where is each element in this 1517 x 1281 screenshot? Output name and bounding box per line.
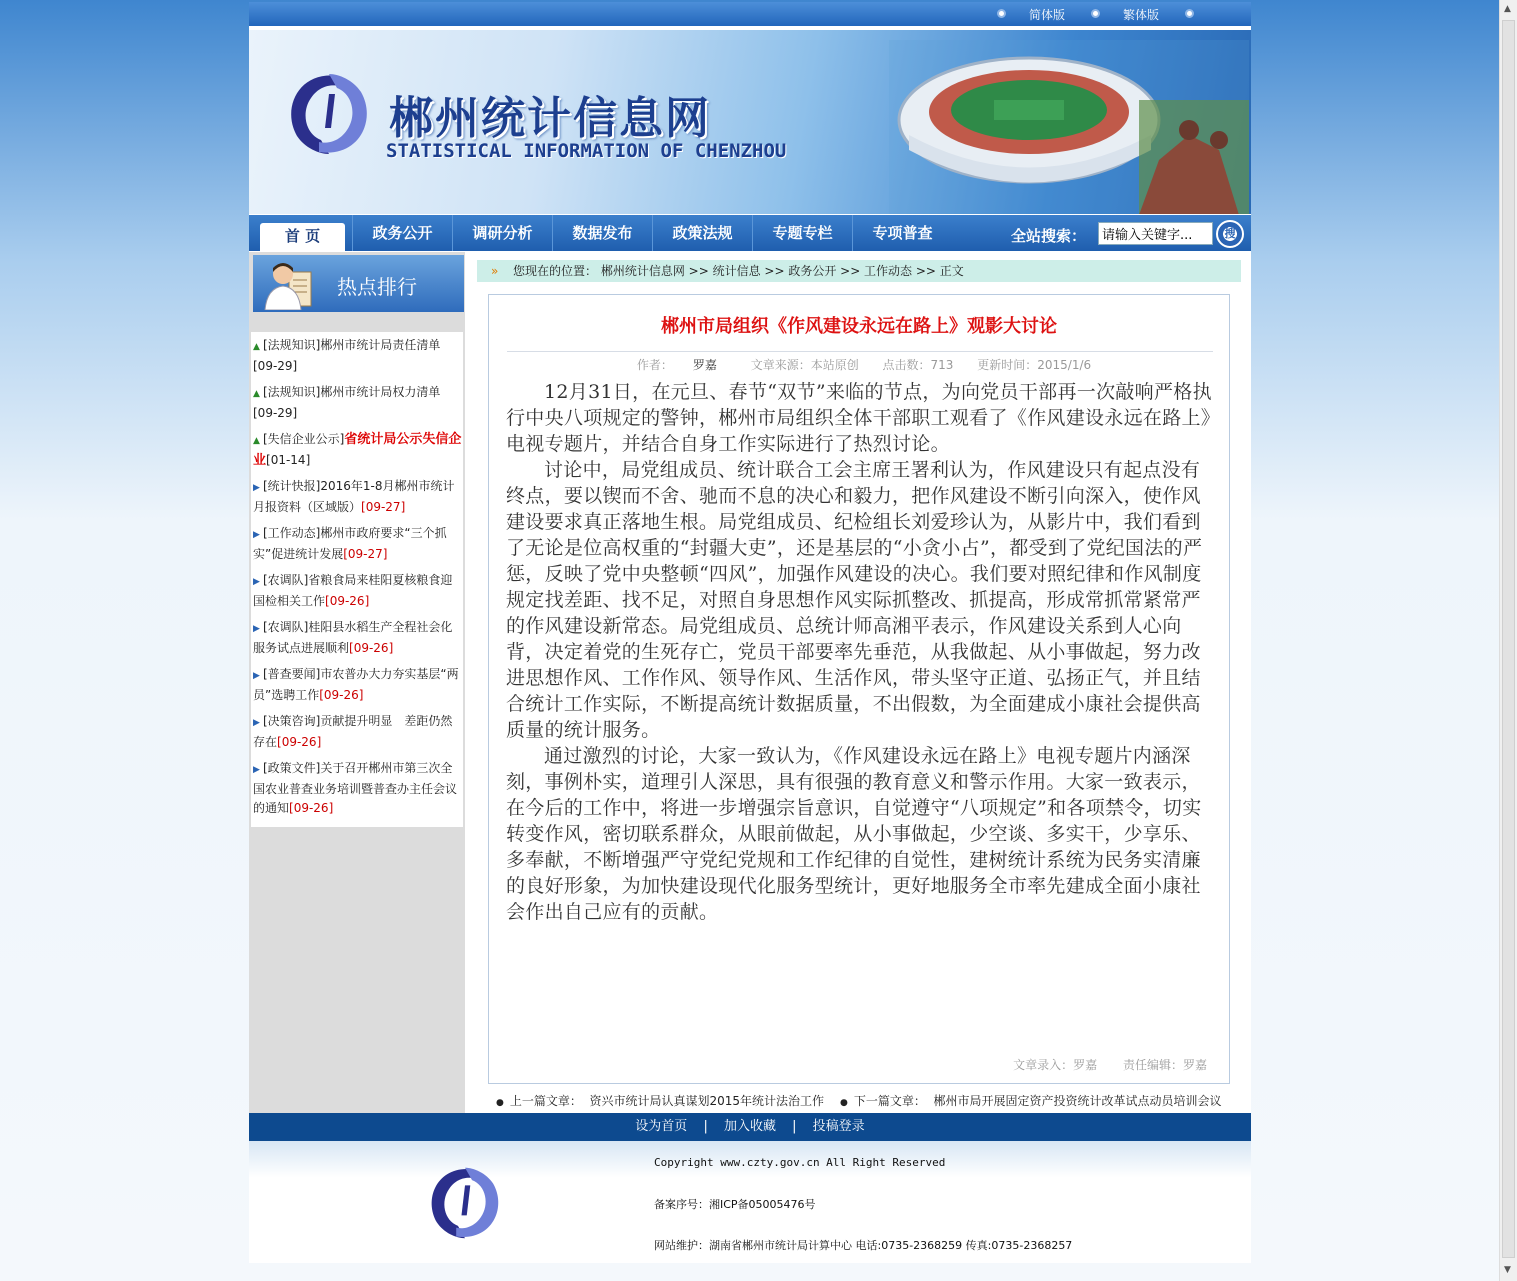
scrollbar-thumb[interactable] bbox=[1502, 20, 1515, 1258]
paragraph: 讨论中，局党组成员、统计联合工会主席王署利认为，作风建设只有起点没有终点，要以锲而不舍、驰而不息的决心和毅力，把作风建设不断引向深入，使作风建设要求真正落地生根。局党组成员、纪检组长刘爱珍认为，从影片中，我们看到了无论是位高权重的“封疆大吏”，还是基层的“小贪小占”，都受到了党纪国法的严惩，反映了党中央整顿“四风”，加强作风建设的决心。我们要对照纪律和作风制度规定找差距、找不足，对照自身思想作风实际抓整改、抓提高，形成常抓常紧常严的作风建设新常态。局党组成员、总统计师高湘平表示，作风建设关系到人心向背，决定着党的生死存亡，党员干部要率先垂范，从我做起、从小事做起，努力改进思想作风、工作作风、领导作风、生活作风，带头坚守正道、弘扬正气，并且结合统计工作实际，不断提高统计数据质量，不出假数，为全面建成小康社会提供高质量的统计服务。 bbox=[506, 459, 1203, 741]
bullet-icon bbox=[1091, 9, 1100, 18]
click-count: 点击数：713 bbox=[882, 358, 954, 372]
triangle-right-icon: ▶ bbox=[253, 671, 260, 681]
bullet-icon bbox=[997, 9, 1006, 18]
update-time: 更新时间：2015/1/6 bbox=[977, 358, 1092, 372]
article-source: 文章来源：本站原创 bbox=[750, 358, 859, 372]
list-item[interactable]: ▲ [法规知识]郴州市统计局权力清单 [09-29] bbox=[253, 385, 441, 420]
traditional-link[interactable]: 繁体版 bbox=[1123, 8, 1160, 22]
article bbox=[488, 294, 1230, 1084]
maintainer-info: 网站维护：湖南省郴州市统计局计算中心 电话:0735-2368259 传真:0735-2368257 bbox=[654, 1239, 1073, 1252]
footer bbox=[249, 1141, 1251, 1263]
simplified-link[interactable]: 简体版 bbox=[1029, 8, 1066, 22]
next-article: ● 下一篇文章： 郴州市局开展固定资产投资统计改革试点动员培训会议 bbox=[840, 1094, 1222, 1108]
triangle-right-icon: ▶ bbox=[253, 577, 260, 587]
list-item[interactable]: ▶ [政策文件]关于召开郴州市第三次全国农业普查业务培训暨普查办主任会议的通知[09-26] bbox=[253, 761, 458, 815]
main-nav bbox=[249, 215, 1251, 251]
arrow-up-icon: ▲ bbox=[253, 436, 260, 446]
double-arrow-icon: » bbox=[491, 264, 499, 278]
article-title: 郴州市局组织《作风建设永远在路上》观影大讨论 bbox=[661, 316, 1057, 337]
arrow-up-icon: ▲ bbox=[253, 389, 260, 399]
site-banner bbox=[249, 30, 1251, 214]
list-item[interactable]: ▶ [农调队]桂阳县水稻生产全程社会化服务试点进展顺利[09-26] bbox=[253, 620, 453, 655]
entry-by: 文章录入：罗嘉 bbox=[1013, 1058, 1098, 1072]
article-meta: 作者： 罗嘉 文章来源：本站原创 点击数：713 更新时间：2015/1/6 bbox=[636, 358, 1092, 372]
search-input[interactable] bbox=[1098, 222, 1213, 245]
scroll-down-icon[interactable]: ▼ bbox=[1504, 1265, 1511, 1275]
top-bar bbox=[249, 2, 1251, 26]
breadcrumb-path[interactable]: 郴州统计信息网 >> 统计信息 >> 政务公开 >> 工作动态 >> 正文 bbox=[600, 264, 964, 278]
hot-ranking-header bbox=[253, 255, 464, 312]
site-title-cn: 郴州统计信息网 bbox=[389, 93, 711, 144]
nav-data-release[interactable]: 数据发布 bbox=[552, 215, 652, 251]
nav-home[interactable]: 首 页 bbox=[260, 223, 345, 251]
triangle-right-icon: ▶ bbox=[253, 530, 260, 540]
triangle-right-icon: ▶ bbox=[253, 765, 260, 775]
nav-government-affairs[interactable]: 政务公开 bbox=[352, 215, 452, 251]
arrow-up-icon: ▲ bbox=[253, 342, 260, 352]
footer-nav bbox=[249, 1113, 1251, 1141]
triangle-right-icon: ▶ bbox=[253, 624, 260, 634]
submit-login-link[interactable]: 投稿登录 bbox=[812, 1119, 865, 1134]
list-item[interactable]: ▶ [统计快报]2016年1-8月郴州市统计月报资料（区域版）[09-27] bbox=[253, 479, 455, 514]
nav-research-analysis[interactable]: 调研分析 bbox=[452, 215, 552, 251]
hot-list bbox=[251, 332, 463, 827]
divider: | bbox=[792, 1119, 797, 1134]
person-icon bbox=[259, 258, 321, 310]
list-item[interactable]: ▶ [农调队]省粮食局来桂阳夏核粮食迎国检相关工作[09-26] bbox=[253, 573, 453, 608]
article-body bbox=[506, 379, 1212, 925]
prev-article: ● 上一篇文章： 资兴市统计局认真谋划2015年统计法治工作 bbox=[496, 1094, 825, 1108]
set-homepage-link[interactable]: 设为首页 bbox=[635, 1119, 688, 1134]
editor: 责任编辑：罗嘉 bbox=[1122, 1058, 1207, 1072]
list-item[interactable]: ▶ [工作动态]郴州市政府要求“三个抓实”促进统计发展[09-27] bbox=[253, 526, 447, 561]
search-label: 全站搜索： bbox=[1011, 227, 1087, 245]
list-item[interactable]: ▲ [失信企业公示]省统计局公示失信企业[01-14] bbox=[253, 432, 462, 468]
nav-special-topics[interactable]: 专题专栏 bbox=[752, 215, 852, 251]
prev-article-link[interactable]: 资兴市统计局认真谋划2015年统计法治工作 bbox=[589, 1094, 825, 1108]
site-title-en: STATISTICAL INFORMATION OF CHENZHOU bbox=[386, 140, 787, 162]
article-footer bbox=[991, 1056, 1207, 1073]
divider bbox=[507, 351, 1213, 352]
nav-census[interactable]: 专项普查 bbox=[852, 215, 952, 251]
hot-ranking-title: 热点排行 bbox=[337, 275, 417, 299]
icp-number: 备案序号：湘ICP备05005476号 bbox=[654, 1198, 816, 1211]
bullet-icon bbox=[1185, 9, 1194, 18]
site-logo-icon bbox=[279, 68, 379, 160]
stadium-image bbox=[889, 40, 1249, 214]
nav-policies[interactable]: 政策法规 bbox=[652, 215, 752, 251]
add-favorite-link[interactable]: 加入收藏 bbox=[723, 1119, 776, 1134]
list-item[interactable]: ▶ [决策咨询]贡献提升明显 差距仍然存在[09-26] bbox=[253, 714, 453, 749]
breadcrumb bbox=[477, 260, 1241, 282]
paragraph: 12月31日，在元旦、春节“双节”来临的节点，为向党员干部再一次敲响严格执行中央八项规定的警钟，郴州市局组织全体干部职工观看了《作风建设永远在路上》电视专题片，并结合自身工作实际进行了热烈讨论。 bbox=[506, 381, 1212, 455]
sidebar bbox=[249, 252, 465, 1113]
next-article-link[interactable]: 郴州市局开展固定资产投资统计改革试点动员培训会议 bbox=[933, 1094, 1222, 1108]
page bbox=[249, 2, 1251, 1263]
list-item[interactable]: ▶ [普查要闻]市农普办大力夯实基层“两员”选聘工作[09-26] bbox=[253, 667, 459, 702]
breadcrumb-label: 您现在的位置： bbox=[513, 264, 598, 278]
scroll-up-icon[interactable]: ▲ bbox=[1504, 4, 1511, 14]
vertical-scrollbar[interactable] bbox=[1499, 0, 1517, 1281]
list-item[interactable]: ▲ [法规知识]郴州市统计局责任清单 [09-29] bbox=[253, 338, 441, 373]
footer-logo-icon bbox=[421, 1161, 509, 1245]
paragraph: 通过激烈的讨论，大家一致认为，《作风建设永远在路上》电视专题片内涵深刻，事例朴实，道理引人深思，具有很强的教育意义和警示作用。大家一致表示，在今后的工作中，将进一步增强宗旨意识，自觉遵守“八项规定”和各项禁令，切实转变作风，密切联系群众，从眼前做起，从小事做起，少空谈、多实干，少享乐、多奉献，不断增强严守党纪党规和工作纪律的自觉性，建树统计系统为民务实清廉的良好形象，为加快建设现代化服务型统计，更好地服务全市率先建成全面小康社会作出自己应有的贡献。 bbox=[506, 745, 1202, 923]
bullet-icon: ● bbox=[496, 1098, 504, 1108]
triangle-right-icon: ▶ bbox=[253, 718, 260, 728]
bullet-icon: ● bbox=[840, 1098, 848, 1108]
triangle-right-icon: ▶ bbox=[253, 483, 260, 493]
copyright: Copyright www.czty.gov.cn All Right Reserved bbox=[654, 1156, 946, 1169]
divider: | bbox=[703, 1119, 708, 1134]
search-button[interactable]: 搜 bbox=[1216, 220, 1244, 248]
author: 罗嘉 bbox=[692, 358, 717, 372]
